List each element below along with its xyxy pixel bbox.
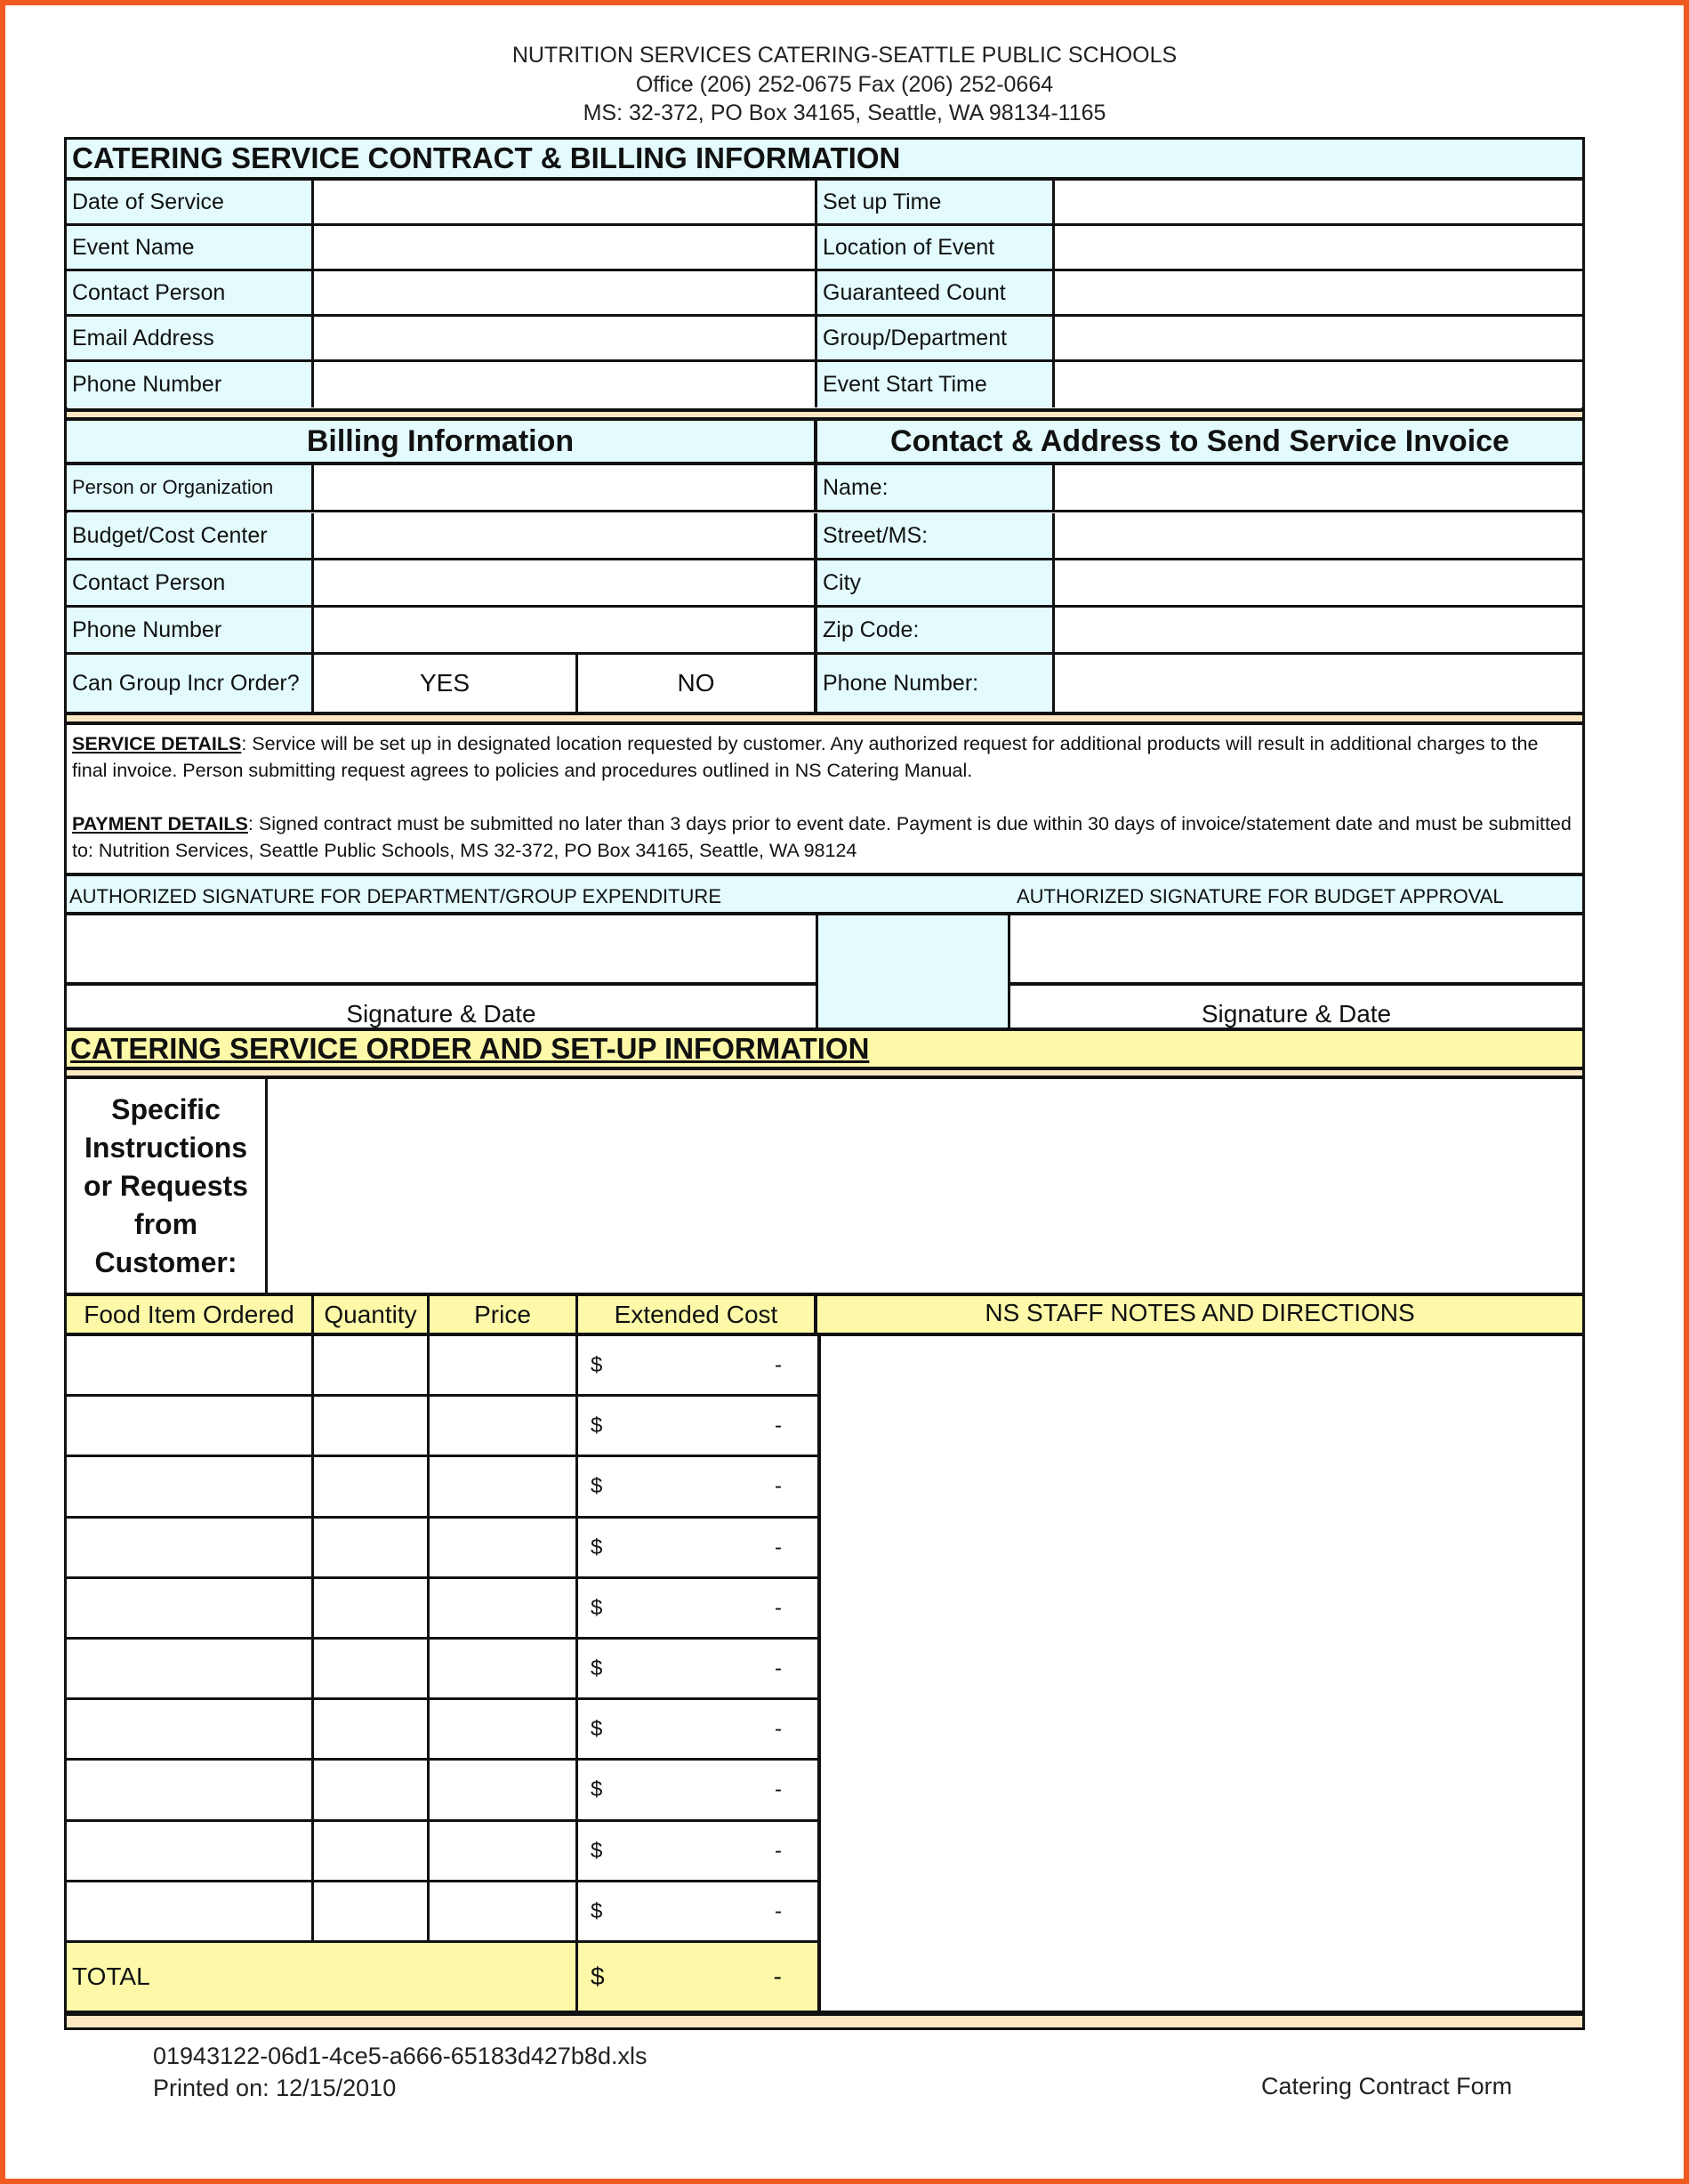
order-extended-cost bbox=[578, 1519, 817, 1579]
order-quantity-input[interactable] bbox=[314, 1640, 430, 1700]
currency-symbol: $ bbox=[591, 1474, 603, 1498]
order-item-input[interactable] bbox=[67, 1640, 314, 1700]
invoice-field-label: Name: bbox=[817, 465, 1055, 512]
order-extended-cost bbox=[578, 1579, 817, 1640]
order-extended-cost bbox=[578, 1822, 817, 1882]
extended-cost-value: - bbox=[775, 1656, 782, 1680]
org-title: NUTRITION SERVICES CATERING-SEATTLE PUBLIC SCHOOLS bbox=[511, 43, 1178, 68]
order-price-input[interactable] bbox=[430, 1882, 578, 1943]
extended-cost-value: - bbox=[775, 1535, 782, 1559]
incr-order-label: Can Group Incr Order? bbox=[67, 655, 314, 712]
invoice-field-label: Zip Code: bbox=[817, 608, 1055, 655]
contract-field-label: Email Address bbox=[67, 317, 314, 362]
total-label: TOTAL bbox=[67, 1943, 578, 2011]
order-quantity-input[interactable] bbox=[314, 1882, 430, 1943]
contract-field-label: Phone Number bbox=[67, 362, 314, 407]
currency-symbol: $ bbox=[591, 1656, 603, 1680]
total-amount: - bbox=[773, 1962, 782, 1990]
col-price: Price bbox=[430, 1296, 578, 1333]
order-price-input[interactable] bbox=[430, 1761, 578, 1822]
order-item-input[interactable] bbox=[67, 1519, 314, 1579]
footer-filename: 01943122-06d1-4ce5-a666-65183d427b8d.xls bbox=[153, 2043, 647, 2069]
contract-field-input[interactable] bbox=[314, 271, 817, 317]
currency-symbol: $ bbox=[591, 1413, 603, 1438]
incr-order-no[interactable]: NO bbox=[578, 655, 817, 712]
order-price-input[interactable] bbox=[430, 1822, 578, 1882]
billing-field-input[interactable] bbox=[314, 513, 817, 560]
currency-symbol: $ bbox=[591, 1535, 603, 1559]
order-quantity-input[interactable] bbox=[314, 1336, 430, 1397]
order-quantity-input[interactable] bbox=[314, 1579, 430, 1640]
incr-order-yes[interactable]: YES bbox=[314, 655, 578, 712]
contract-field-label: Group/Department bbox=[817, 317, 1055, 362]
extended-cost-value: - bbox=[775, 1595, 782, 1620]
billing-field-label: Phone Number bbox=[67, 608, 314, 655]
extended-cost-value: - bbox=[775, 1777, 782, 1801]
contract-field-input[interactable] bbox=[1055, 271, 1582, 317]
order-item-input[interactable] bbox=[67, 1457, 314, 1519]
footer-printed-date: Printed on: 12/15/2010 bbox=[153, 2075, 397, 2101]
order-quantity-input[interactable] bbox=[314, 1457, 430, 1519]
contract-field-label: Event Name bbox=[67, 226, 314, 271]
billing-field-label: Budget/Cost Center bbox=[67, 513, 314, 560]
currency-symbol: $ bbox=[591, 1595, 603, 1620]
order-item-input[interactable] bbox=[67, 1579, 314, 1640]
invoice-title: Contact & Address to Send Service Invoice bbox=[817, 421, 1582, 465]
order-price-input[interactable] bbox=[430, 1519, 578, 1579]
extended-cost-value: - bbox=[775, 1716, 782, 1741]
contract-field-input[interactable] bbox=[1055, 362, 1582, 407]
order-price-input[interactable] bbox=[430, 1397, 578, 1457]
order-quantity-input[interactable] bbox=[314, 1700, 430, 1761]
billing-field-label: Person or Organization bbox=[67, 465, 314, 512]
extended-cost-value: - bbox=[775, 1898, 782, 1923]
order-price-input[interactable] bbox=[430, 1640, 578, 1700]
col-quantity: Quantity bbox=[314, 1296, 430, 1333]
total-currency: $ bbox=[591, 1962, 605, 1990]
invoice-field-input[interactable] bbox=[1055, 513, 1582, 560]
footer-form-name: Catering Contract Form bbox=[1261, 2073, 1513, 2099]
invoice-field-label: Phone Number: bbox=[817, 655, 1055, 712]
invoice-field-input[interactable] bbox=[1055, 655, 1582, 712]
contract-field-label: Event Start Time bbox=[817, 362, 1055, 407]
invoice-field-input[interactable] bbox=[1055, 465, 1582, 512]
contract-field-label: Location of Event bbox=[817, 226, 1055, 271]
order-item-input[interactable] bbox=[67, 1882, 314, 1943]
extended-cost-value: - bbox=[775, 1352, 782, 1377]
dept-signature-label: AUTHORIZED SIGNATURE FOR DEPARTMENT/GROUP EXPENDITURE bbox=[69, 885, 721, 907]
org-phone: Office (206) 252-0675 Fax (206) 252-0664 bbox=[635, 72, 1054, 97]
extended-cost-value: - bbox=[775, 1474, 782, 1498]
divider-stripe bbox=[67, 1067, 1582, 1079]
contract-field-input[interactable] bbox=[1055, 226, 1582, 271]
contract-field-input[interactable] bbox=[314, 362, 817, 407]
order-price-input[interactable] bbox=[430, 1579, 578, 1640]
order-extended-cost bbox=[578, 1457, 817, 1519]
order-extended-cost bbox=[578, 1882, 817, 1943]
service-details-text: : Service will be set up in designated location requested by customer. Any authorized request for additional products will result in additional charges to the final invoice. Person submitting request agrees to policies and procedures outlined in NS Catering Manual. bbox=[72, 733, 1539, 781]
order-price-input[interactable] bbox=[430, 1700, 578, 1761]
staff-notes-field[interactable] bbox=[817, 1336, 1582, 2011]
currency-symbol: $ bbox=[591, 1716, 603, 1741]
order-price-input[interactable] bbox=[430, 1336, 578, 1397]
billing-title: Billing Information bbox=[67, 421, 817, 465]
invoice-field-label: Street/MS: bbox=[817, 513, 1055, 560]
billing-field-label: Contact Person bbox=[67, 560, 314, 608]
notes-header: NS STAFF NOTES AND DIRECTIONS bbox=[985, 1299, 1415, 1326]
contract-field-input[interactable] bbox=[1055, 317, 1582, 362]
currency-symbol: $ bbox=[591, 1898, 603, 1923]
details-box bbox=[67, 725, 1582, 876]
order-item-input[interactable] bbox=[67, 1761, 314, 1822]
invoice-field-input[interactable] bbox=[1055, 608, 1582, 655]
order-item-input[interactable] bbox=[67, 1397, 314, 1457]
col-extended-cost: Extended Cost bbox=[578, 1296, 817, 1333]
dept-signature-date-label: Signature & Date bbox=[67, 986, 818, 1028]
invoice-field-input[interactable] bbox=[1055, 560, 1582, 608]
order-extended-cost bbox=[578, 1640, 817, 1700]
contract-field-input[interactable] bbox=[1055, 181, 1582, 226]
order-quantity-input[interactable] bbox=[314, 1397, 430, 1457]
service-details-heading: SERVICE DETAILS bbox=[72, 733, 242, 754]
divider-stripe bbox=[67, 2011, 1582, 2027]
billing-field-input[interactable] bbox=[314, 608, 817, 655]
dept-signature-field[interactable] bbox=[67, 915, 818, 986]
budget-signature-field[interactable] bbox=[1010, 915, 1582, 986]
order-quantity-input[interactable] bbox=[314, 1761, 430, 1822]
order-item-input[interactable] bbox=[67, 1336, 314, 1397]
order-item-input[interactable] bbox=[67, 1822, 314, 1882]
total-value bbox=[578, 1943, 817, 2011]
currency-symbol: $ bbox=[591, 1838, 603, 1863]
order-extended-cost bbox=[578, 1761, 817, 1822]
org-address: MS: 32-372, PO Box 34165, Seattle, WA 98134-1165 bbox=[583, 101, 1106, 125]
payment-details-heading: PAYMENT DETAILS bbox=[72, 813, 248, 834]
contract-field-label: Guaranteed Count bbox=[817, 271, 1055, 317]
order-quantity-input[interactable] bbox=[314, 1822, 430, 1882]
billing-field-input[interactable] bbox=[314, 560, 817, 608]
order-extended-cost bbox=[578, 1700, 817, 1761]
divider-stripe bbox=[67, 408, 1582, 421]
contract-field-input[interactable] bbox=[314, 317, 817, 362]
contract-title: CATERING SERVICE CONTRACT & BILLING INFORMATION bbox=[67, 140, 1582, 181]
invoice-field-label: City bbox=[817, 560, 1055, 608]
order-quantity-input[interactable] bbox=[314, 1519, 430, 1579]
signature-spacer bbox=[818, 915, 1010, 1028]
order-title: CATERING SERVICE ORDER AND SET-UP INFORMATION bbox=[67, 1028, 1582, 1067]
order-extended-cost bbox=[578, 1397, 817, 1457]
extended-cost-value: - bbox=[775, 1838, 782, 1863]
contract-field-label: Date of Service bbox=[67, 181, 314, 226]
divider-stripe bbox=[67, 712, 1582, 725]
signature-header bbox=[67, 876, 1582, 915]
instructions-field[interactable] bbox=[268, 1079, 1582, 1293]
budget-signature-label: AUTHORIZED SIGNATURE FOR BUDGET APPROVAL bbox=[1017, 885, 1504, 907]
extended-cost-value: - bbox=[775, 1413, 782, 1438]
currency-symbol: $ bbox=[591, 1352, 603, 1377]
contract-field-label: Contact Person bbox=[67, 271, 314, 317]
currency-symbol: $ bbox=[591, 1777, 603, 1801]
instructions-label: Specific Instructions or Requests from Customer: bbox=[67, 1079, 268, 1293]
contract-field-input[interactable] bbox=[314, 226, 817, 271]
contract-field-label: Set up Time bbox=[817, 181, 1055, 226]
contract-field-input[interactable] bbox=[314, 181, 817, 226]
order-price-input[interactable] bbox=[430, 1457, 578, 1519]
order-item-input[interactable] bbox=[67, 1700, 314, 1761]
order-extended-cost bbox=[578, 1336, 817, 1397]
col-food-item: Food Item Ordered bbox=[67, 1296, 314, 1333]
payment-details-text: : Signed contract must be submitted no later than 3 days prior to event date. Payment is due within 30 days of invoice/statement date and must be submitted to: Nutrition Services, Seattle Public Schools, MS 32-372, PO Box 34165, Seattle, WA 98124 bbox=[72, 813, 1572, 861]
budget-signature-date-label: Signature & Date bbox=[1010, 986, 1582, 1028]
billing-field-input[interactable] bbox=[314, 465, 817, 512]
